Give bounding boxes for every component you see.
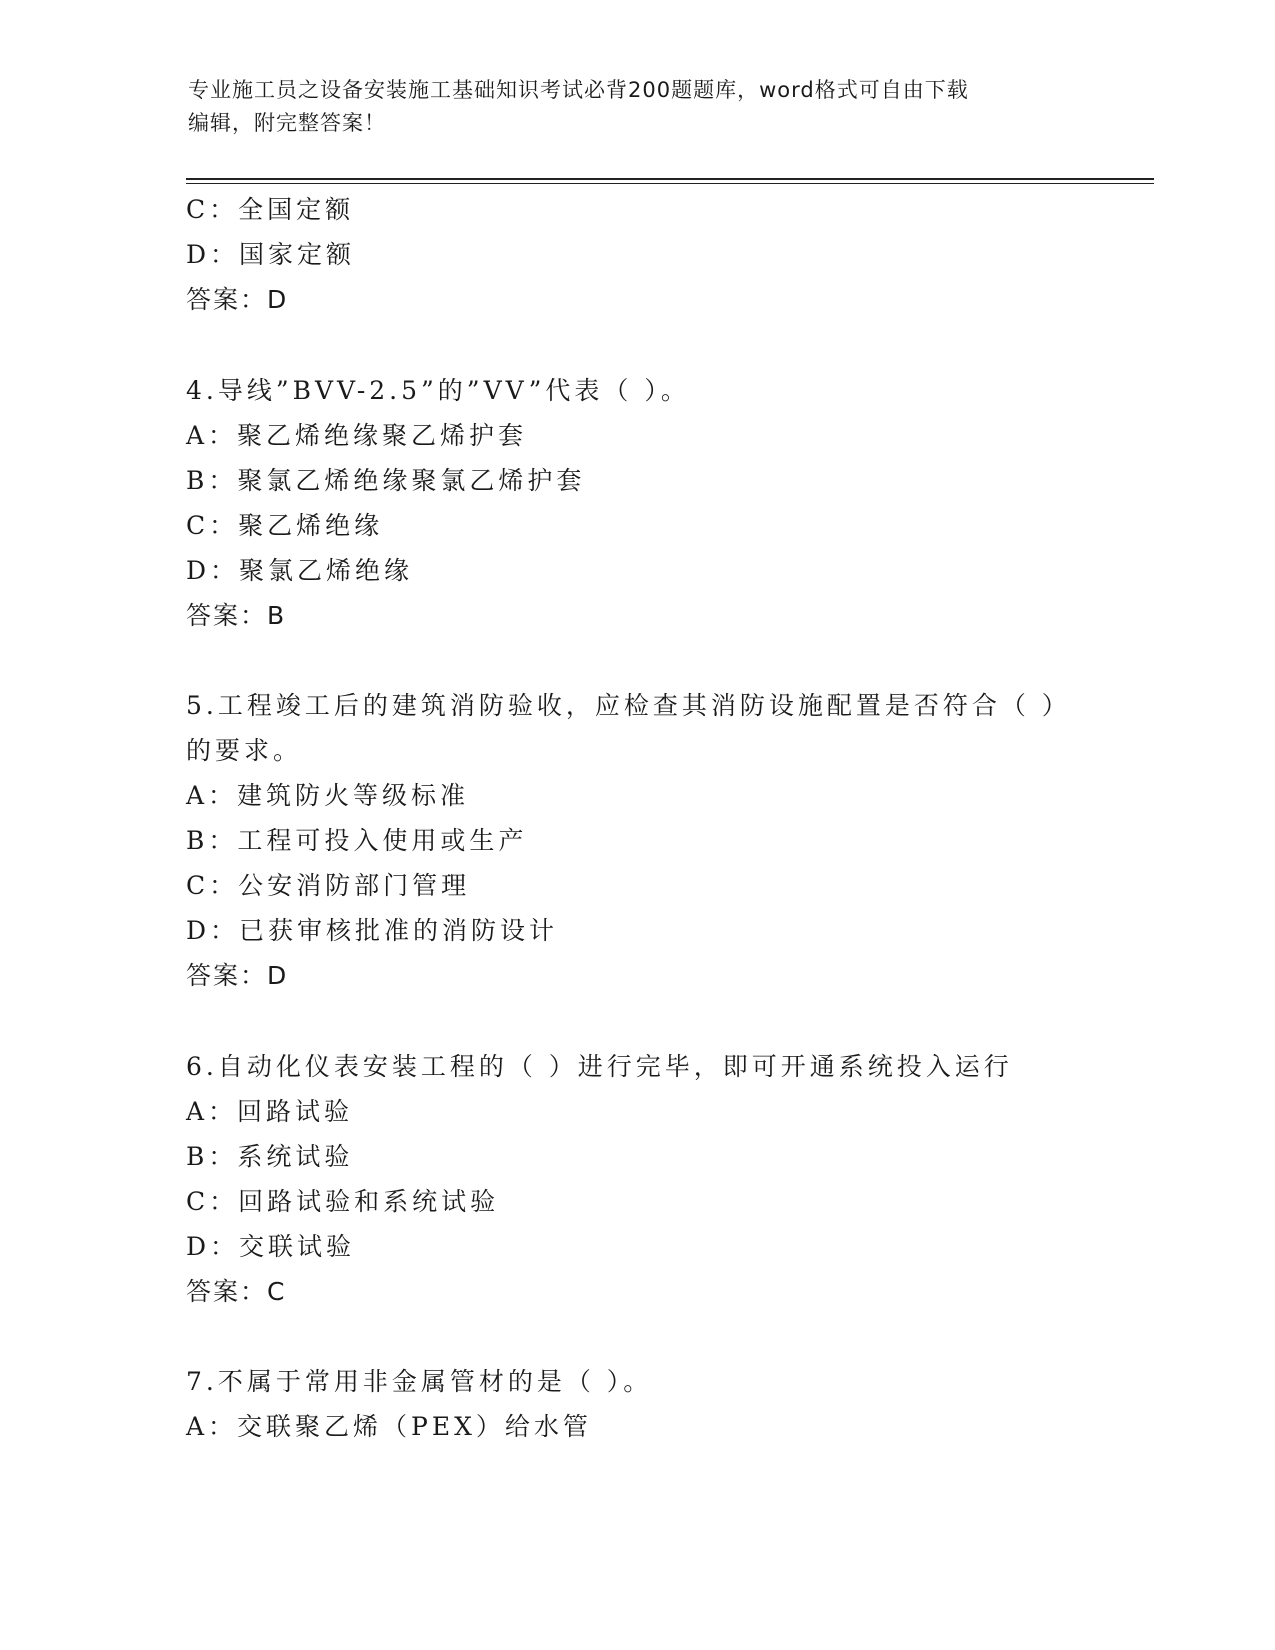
- header-title-line-2: 编辑，附完整答案！: [188, 111, 386, 135]
- q5-option-b: B：工程可投入使用或生产: [186, 826, 528, 855]
- q4-option-a: A：聚乙烯绝缘聚乙烯护套: [186, 421, 528, 450]
- q5-stem-line-1: 5.工程竣工后的建筑消防验收，应检查其消防设施配置是否符合（ ）: [186, 691, 1071, 720]
- header-divider-thin: [186, 183, 1154, 184]
- q6-answer: 答案：C: [186, 1277, 287, 1306]
- header-title-line-1: 专业施工员之设备安装施工基础知识考试必背200题题库，word格式可自由下载: [188, 78, 969, 102]
- q5-stem-line-2: 的要求。: [186, 736, 303, 765]
- q4-option-b: B：聚氯乙烯绝缘聚氯乙烯护套: [186, 466, 586, 495]
- q7-option-a: A：交联聚乙烯（PEX）给水管: [186, 1412, 592, 1441]
- q4-stem: 4.导线”BVV-2.5”的”VV”代表（ ）。: [186, 376, 690, 405]
- q7-stem: 7.不属于常用非金属管材的是（ ）。: [186, 1367, 653, 1396]
- q3-answer: 答案：D: [186, 285, 289, 314]
- q6-option-c: C：回路试验和系统试验: [186, 1187, 500, 1216]
- q5-option-c: C：公安消防部门管理: [186, 871, 471, 900]
- q5-answer: 答案：D: [186, 961, 289, 990]
- q5-option-d: D：已获审核批准的消防设计: [186, 916, 559, 945]
- q3-option-d: D：国家定额: [186, 240, 356, 269]
- q3-option-c: C：全国定额: [186, 195, 355, 224]
- header-divider-thick: [186, 178, 1154, 180]
- document-header: [188, 74, 1088, 140]
- q4-answer: 答案：B: [186, 601, 287, 630]
- q6-stem: 6.自动化仪表安装工程的（ ）进行完毕，即可开通系统投入运行: [186, 1052, 1013, 1081]
- q6-option-a: A：回路试验: [186, 1097, 354, 1126]
- q6-option-d: D：交联试验: [186, 1232, 356, 1261]
- q4-option-c: C：聚乙烯绝缘: [186, 511, 384, 540]
- q4-option-d: D：聚氯乙烯绝缘: [186, 556, 414, 585]
- q6-option-b: B：系统试验: [186, 1142, 354, 1171]
- q5-option-a: A：建筑防火等级标准: [186, 781, 470, 810]
